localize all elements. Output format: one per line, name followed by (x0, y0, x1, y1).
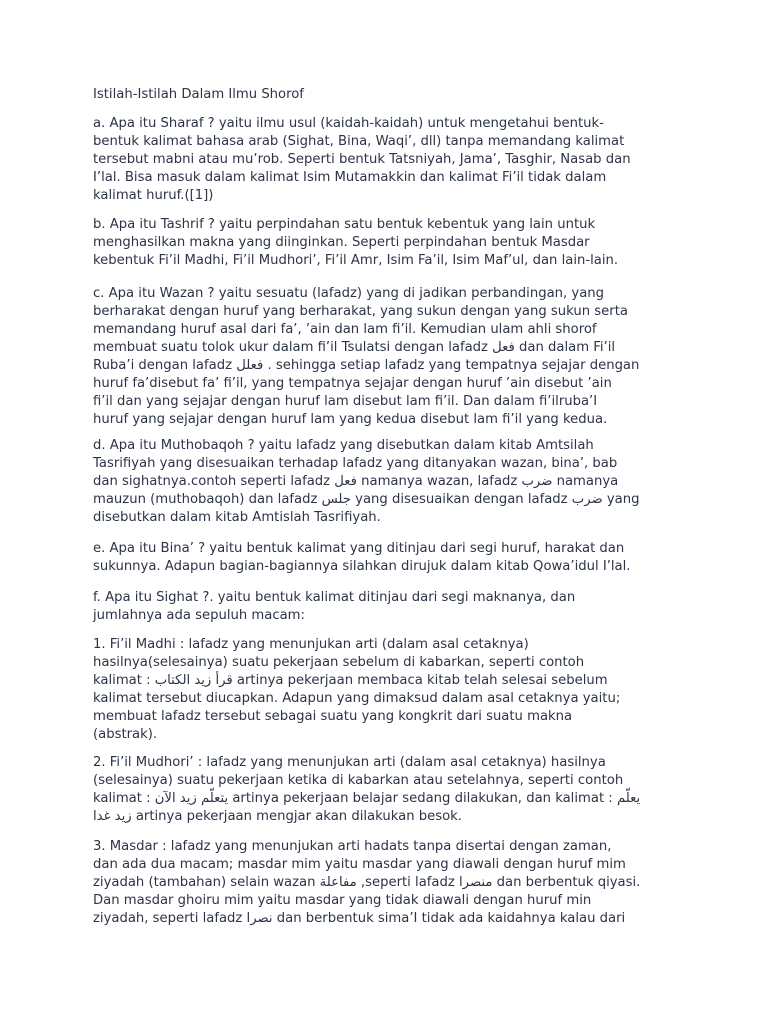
paragraph-line: kalimat tersebut diucapkan. Adapun yang dimaksud dalam asal cetaknya yaitu; (93, 691, 621, 706)
paragraph-line: ziyadah, seperti lafadz نصرا dan berbentuk sima’I tidak ada kaidahnya kalau dari (93, 911, 626, 926)
paragraph-line: mauzun (muthobaqoh) dan lafadz جلس yang disesuaikan dengan lafadz ضرب yang (93, 492, 640, 507)
title-text: Istilah-Istilah Dalam Ilmu Shorof (93, 87, 304, 102)
document-title (93, 86, 753, 104)
paragraph (93, 636, 753, 744)
paragraph-line: kebentuk Fi’il Madhi, Fi’il Mudhori’, Fi’il Amr, Isim Fa’il, Isim Maf’ul, dan lain-lain. (93, 253, 619, 268)
paragraph-line: (abstrak). (93, 727, 158, 742)
paragraph (93, 540, 753, 576)
paragraph-line: b. Apa itu Tashrif ? yaitu perpindahan satu bentuk kebentuk yang lain untuk (93, 217, 596, 232)
paragraph-line: fi’il dan yang sejajar dengan huruf lam disebut lam fi’il. Dan dalam fi’ilruba’I (93, 394, 598, 409)
paragraph-line: ziyadah (tambahan) selain wazan مفاعلة ,seperti lafadz منصرا dan berbentuk qiyasi. (93, 875, 641, 890)
paragraph-line: disebutkan dalam kitab Amtislah Tasrifiyah. (93, 510, 381, 525)
paragraph-line: c. Apa itu Wazan ? yaitu sesuatu (lafadz) yang di jadikan perbandingan, yang (93, 286, 605, 301)
paragraph-line: Dan masdar ghoiru mim yaitu masdar yang tidak diawali dengan huruf min (93, 893, 592, 908)
paragraph-line: 3. Masdar : lafadz yang menunjukan arti hadats tanpa disertai dengan zaman, (93, 839, 612, 854)
paragraph (93, 589, 753, 625)
paragraph-line: huruf yang sejajar dengan huruf lam yang kedua disebut lam fi’il yang kedua. (93, 412, 608, 427)
paragraph-line: kalimat : قرأ زيد الكتاب artinya pekerjaan membaca kitab telah selesai sebelum (93, 673, 608, 688)
paragraph-line: زيد غدا artinya pekerjaan mengjar akan dilakukan besok. (93, 809, 462, 824)
paragraph-line: kalimat : يتعلّم زيد الآن artinya pekerjaan belajar sedang dilakukan, dan kalimat : يعلّم (93, 791, 641, 806)
paragraph (93, 838, 753, 928)
paragraph-line: memandang huruf asal dari fa’, ’ain dan lam fi’il. Kemudian ulam ahli shorof (93, 322, 597, 337)
paragraph (93, 285, 753, 429)
paragraph-line: (selesainya) suatu pekerjaan ketika di kabarkan atau setelahnya, seperti contoh (93, 773, 624, 788)
paragraph-line: f. Apa itu Sighat ?. yaitu bentuk kalimat ditinjau dari segi maknanya, dan (93, 590, 576, 605)
paragraph-line: a. Apa itu Sharaf ? yaitu ilmu usul (kaidah-kaidah) untuk mengetahui bentuk- (93, 116, 604, 131)
paragraph-line: dan ada dua macam; masdar mim yaitu masdar yang diawali dengan huruf mim (93, 857, 626, 872)
paragraph-line: d. Apa itu Muthobaqoh ? yaitu lafadz yang disebutkan dalam kitab Amtsilah (93, 438, 594, 453)
paragraph-line: berharakat dengan huruf yang berharakat, yang sukun dengan yang sukun serta (93, 304, 628, 319)
paragraph (93, 437, 753, 527)
paragraph-line: tersebut mabni atau mu’rob. Seperti bentuk Tatsniyah, Jama’, Tasghir, Nasab dan (93, 152, 631, 167)
paragraph-line: membuat suatu tolok ukur dalam fi’il Tsulatsi dengan lafadz فعل dan dalam Fi’il (93, 340, 616, 355)
paragraph-line: Tasrifiyah yang disesuaikan terhadap lafadz yang ditanyakan wazan, bina’, bab (93, 456, 618, 471)
paragraph-line: jumlahnya ada sepuluh macam: (93, 608, 305, 623)
paragraph-line: 1. Fi’il Madhi : lafadz yang menunjukan arti (dalam asal cetaknya) (93, 637, 529, 652)
paragraph-line: sukunnya. Adapun bagian-bagiannya silahkan dirujuk dalam kitab Qowa’idul I’lal. (93, 559, 631, 574)
paragraph (93, 754, 753, 826)
paragraph-line: membuat lafadz tersebut sebagai suatu yang kongkrit dari suatu makna (93, 709, 573, 724)
paragraph-line: I’lal. Bisa masuk dalam kalimat Isim Mutamakkin dan kalimat Fi’il tidak dalam (93, 170, 607, 185)
paragraph-line: hasilnya(selesainya) suatu pekerjaan sebelum di kabarkan, seperti contoh (93, 655, 585, 670)
paragraph-line: 2. Fi’il Mudhori’ : lafadz yang menunjukan arti (dalam asal cetaknya) hasilnya (93, 755, 606, 770)
paragraph-line: bentuk kalimat bahasa arab (Sighat, Bina, Waqi’, dll) tanpa memandang kalimat (93, 134, 625, 149)
paragraph-line: huruf fa’disebut fa’ fi’il, yang tempatnya sejajar dengan huruf ’ain disebut ’ain (93, 376, 612, 391)
paragraph-line: kalimat huruf.([1]) (93, 188, 214, 203)
paragraph-line: e. Apa itu Bina’ ? yaitu bentuk kalimat yang ditinjau dari segi huruf, harakat dan (93, 541, 625, 556)
paragraph-line: dan sighatnya.contoh seperti lafadz فعل namanya wazan, lafadz ضرب namanya (93, 474, 619, 489)
paragraph-line: menghasilkan makna yang diinginkan. Seperti perpindahan bentuk Masdar (93, 235, 590, 250)
paragraph (93, 115, 753, 205)
paragraph (93, 216, 753, 270)
paragraph-line: Ruba’i dengan lafadz فعلل . sehingga setiap lafadz yang tempatnya sejajar dengan (93, 358, 640, 373)
